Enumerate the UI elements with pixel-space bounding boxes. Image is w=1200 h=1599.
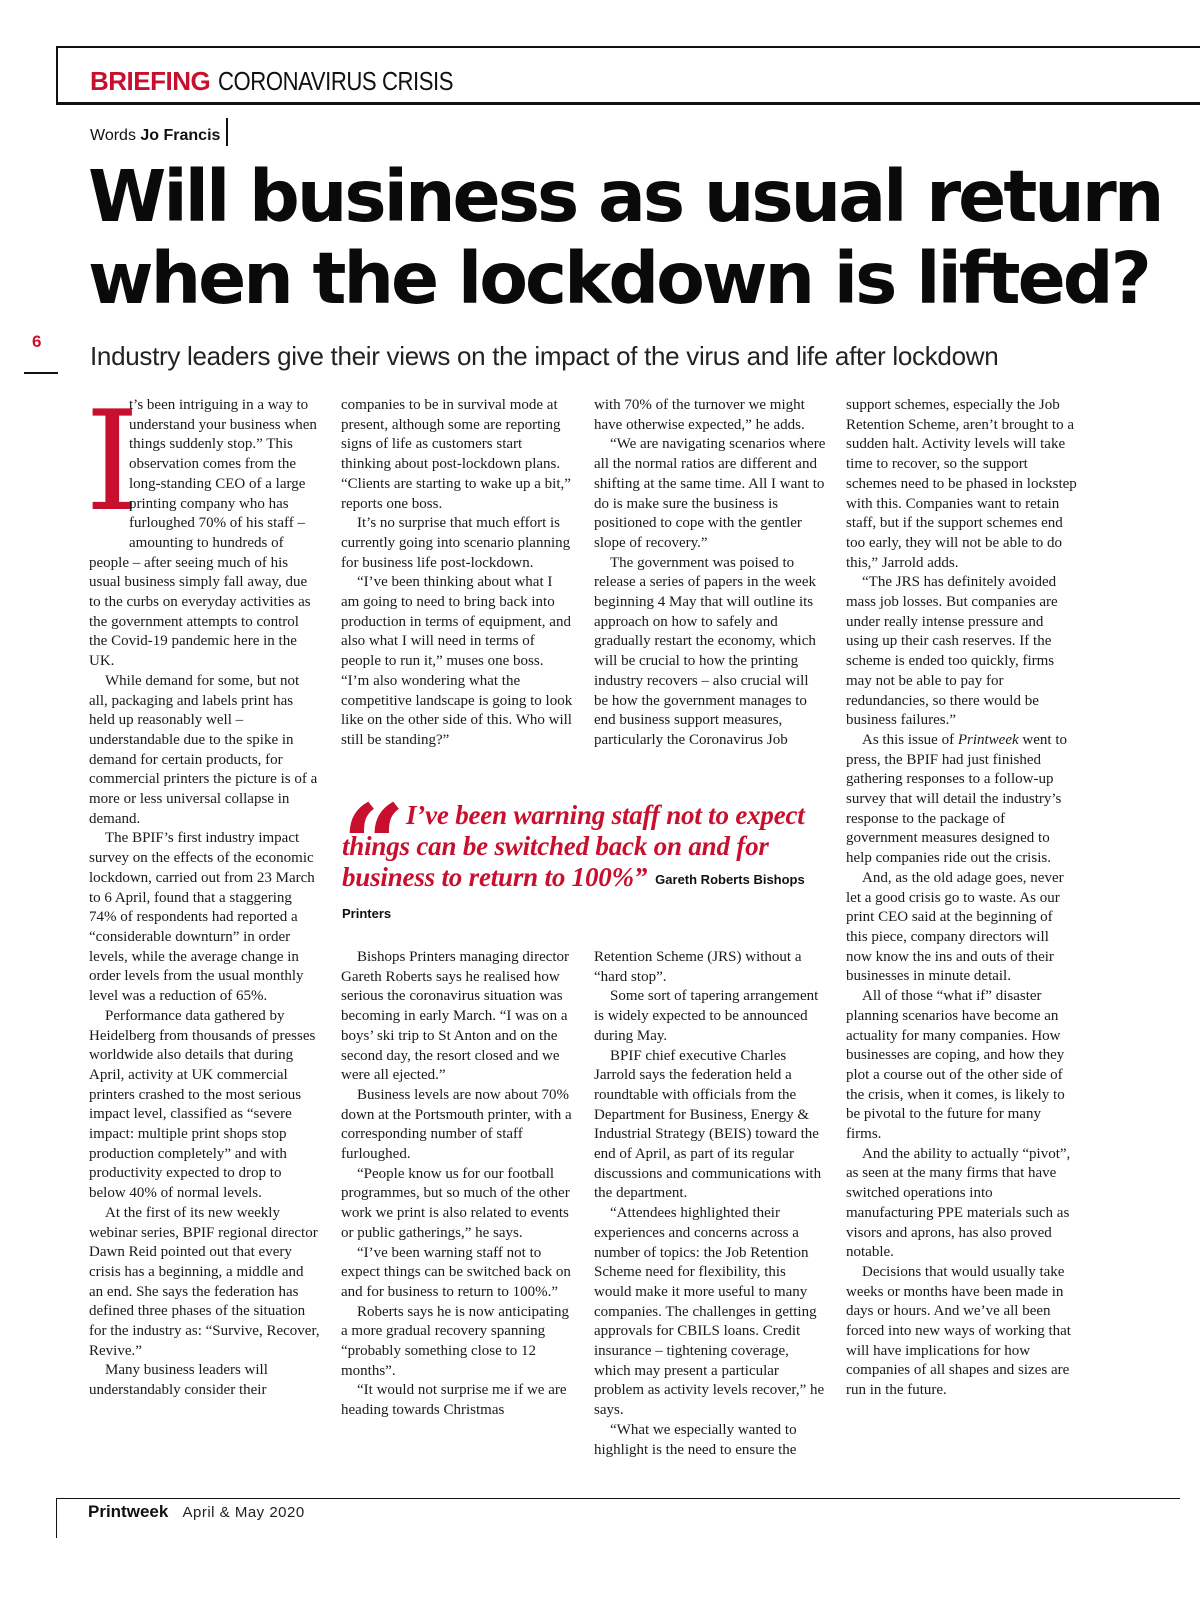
footer-magazine: Printweek — [88, 1502, 169, 1521]
paragraph: t’s been intriguing in a way to understand your business when things suddenly stop.” This observation comes from the long-standing CEO of a large printing company who has furloughed 70% of his staff – amounting to hundreds of people – after seeing much of his usual business simply fall away, due to the curbs on everyday activities as the government attempts to control the Covid-19 pandemic here in the UK. — [89, 397, 317, 670]
paragraph: “It would not surprise me if we are heading towards Christmas — [341, 1382, 567, 1419]
page-number-rule — [24, 372, 58, 374]
paragraph: “I’ve been warning staff not to expect things can be switched back on and for business to return to 100%.” — [341, 1244, 571, 1300]
paragraph: Business levels are now about 70% down at the Portsmouth printer, with a corresponding number of staff furloughed. — [341, 1086, 572, 1163]
paragraph: companies to be in survival mode at present, although some are reporting signs of life as customers start thinking about post-lockdown plans. “Clients are starting to wake up a bit,” reports one boss. — [341, 397, 571, 512]
paragraph: All of those “what if” disaster planning scenarios have become an actuality for many companies. How businesses are coping, and how they plot a course out of the other side of the crisis, when it comes, is likely to be pivotal to the future for many firms. — [846, 988, 1065, 1143]
headline: Will business as usual return when the lockdown is lifted? — [88, 155, 1162, 320]
column-2-bottom — [341, 948, 573, 1421]
paragraph: The BPIF’s first industry impact survey on the effects of the economic lockdown, carried out from 23 March to 6 April, found that a staggering 74% of respondents had reported a “considerable downturn” in order levels, while the average change in order levels from the usual monthly level was a reduction of 65%. — [89, 830, 315, 1005]
paragraph: “Attendees highlighted their experiences and concerns across a number of topics: the Job Retention Scheme need for flexibility, this would make it more useful to many companies. The challenges in getting approvals for CBILS loans. Credit insurance – tightening coverage, which may present a particular problem as activity levels recover,” he says. — [594, 1205, 825, 1419]
paragraph: The government was poised to release a series of papers in the week beginning 4 May that will outline its approach on how to safely and gradually restart the economy, which will be crucial to how the printing industry recovers – also crucial will be how the government manages to end business support measures, particularly the Coronavirus Job — [594, 554, 816, 748]
paragraph: “I’ve been thinking about what I am going to need to bring back into production in terms of equipment, and also what I will need in terms of people to run it,” muses one boss. “I’m also wondering what the competitive landscape is going to look like on the other side of this. Who will still be standing?” — [341, 574, 573, 748]
paragraph: Some sort of tapering arrangement is widely expected to be announced during May. — [594, 988, 819, 1044]
paragraph: And, as the old adage goes, never let a good crisis go to waste. As our print CEO said at the beginning of this piece, company directors will now know the ins and outs of their businesses in minute detail. — [846, 869, 1064, 985]
byline-author: Jo Francis — [140, 127, 221, 144]
header-top-rule — [56, 46, 1200, 48]
paragraph: Roberts says he is now anticipating a more gradual recovery spanning “probably something close to 12 months”. — [341, 1303, 570, 1379]
pull-quote — [342, 780, 832, 929]
paragraph: Decisions that would usually take weeks or months have been made in days or hours. And we’ve all been forced into new ways of working that will have implications for how companies of all shapes and sizes are run in the future. — [846, 1263, 1071, 1399]
paragraph: Bishops Printers managing director Gareth Roberts says he realised how serious the coronavirus situation was becoming in early March. “I was on a boys’ ski trip to St Anton and on the second day, the resort closed and we were all ejected.” — [341, 949, 570, 1084]
header-left-rule — [56, 46, 58, 104]
paragraph: BPIF chief executive Charles Jarrold says the federation held a roundtable with officials from the Department for Business, Energy & Industrial Strategy (BEIS) toward the end of April, as part of its regular discussions and communications with the department. — [594, 1047, 822, 1202]
standfirst: Industry leaders give their views on the impact of the virus and life after lockdown — [90, 341, 999, 371]
pull-quote-body: I’ve been warning staff not to expect things can be switched back on and for business to return to 100%” — [342, 800, 805, 892]
paragraph-text: went to press, the BPIF had just finished gathering responses to a follow-up survey that will detail the industry’s response to the package of government measures designed to help companies ride out the crisis. — [846, 731, 1067, 867]
paragraph-text: As this issue of — [862, 731, 955, 748]
paragraph: At the first of its new weekly webinar series, BPIF regional director Dawn Reid pointed out that every crisis has a beginning, a middle and an end. She says the federation has defined three phases of the situation for the industry as: “Survive, Recover, Revive.” — [89, 1204, 320, 1359]
column-2-top — [341, 396, 573, 751]
section-topic: CORONAVIRUS CRISIS — [218, 66, 454, 96]
paragraph: with 70% of the turnover we might have otherwise expected,” he adds. — [594, 397, 805, 433]
magazine-name: Printweek — [957, 731, 1019, 748]
byline — [90, 126, 220, 146]
paragraph: Performance data gathered by Heidelberg from thousands of presses worldwide also details that during April, activity at UK commercial printers crashed to the most serious impact level, classified as “severe impact: multiple print shops stop production completely” and with productivity expected to drop to below 40% of normal levels. — [89, 1007, 316, 1202]
paragraph: Retention Scheme (JRS) without a “hard stop”. — [594, 949, 802, 985]
column-3-top — [594, 396, 826, 751]
section-name: BRIEFING — [90, 66, 211, 96]
footer — [88, 1502, 305, 1522]
paragraph: “People know us for our football programmes, but so much of the other work we print is also related to events or public gatherings,” he says. — [341, 1165, 570, 1241]
byline-rule — [226, 118, 228, 146]
page-number: 6 — [32, 332, 42, 351]
byline-prefix: Words — [90, 127, 136, 144]
paragraph: “What we especially wanted to highlight is the need to ensure the — [594, 1421, 797, 1458]
paragraph: “The JRS has definitely avoided mass job losses. But companies are under really intense pressure and using up their cash reserves. If the scheme is ended too quickly, firms may not be able to pay for redundancies, so there would be business failures.” — [846, 574, 1058, 729]
header-bottom-rule — [56, 102, 1200, 105]
paragraph — [846, 731, 1078, 869]
footer-rule — [56, 1498, 1180, 1499]
paragraph: Many business leaders will understandably consider their — [89, 1362, 268, 1399]
dropcap: I — [85, 381, 140, 542]
quote-mark-icon: “ — [342, 780, 406, 909]
paragraph: support schemes, especially the Job Retention Scheme, aren’t brought to a sudden halt. Activity levels will take time to recover, so the support schemes need to be phased in lockstep with this. Companies want to retain staff, but if the support schemes end too early, they will not be able to do this,” Jarrold adds. — [846, 397, 1077, 571]
column-4 — [846, 396, 1078, 1401]
paragraph: It’s no surprise that much effort is currently going into scenario planning for business life post-lockdown. — [341, 515, 571, 571]
pull-quote-name: Gareth Roberts — [655, 872, 750, 888]
column-1 — [85, 381, 321, 1401]
section-label — [90, 66, 495, 96]
column-3-bottom — [594, 948, 826, 1460]
footer-issue-date: April & May 2020 — [182, 1504, 305, 1521]
paragraph: While demand for some, but not all, packaging and labels print has held up reasonably well – understandable due to the spike in demand for certain products, for commercial printers the picture is of a more or less universal collapse in demand. — [89, 672, 318, 827]
footer-left-rule — [56, 1498, 57, 1538]
pull-quote-text — [342, 800, 832, 929]
paragraph: And the ability to actually “pivot”, as seen at the many firms that have switched operations into manufacturing PPE materials such as visors and aprons, has also proved notable. — [846, 1145, 1071, 1261]
pull-quote-company: Bishops Printers — [342, 872, 805, 921]
paragraph: “We are navigating scenarios where all the normal ratios are different and shifting at the same time. All I want to do is make sure the business is positioned to cope with the gentler slope of recovery.” — [594, 436, 826, 551]
